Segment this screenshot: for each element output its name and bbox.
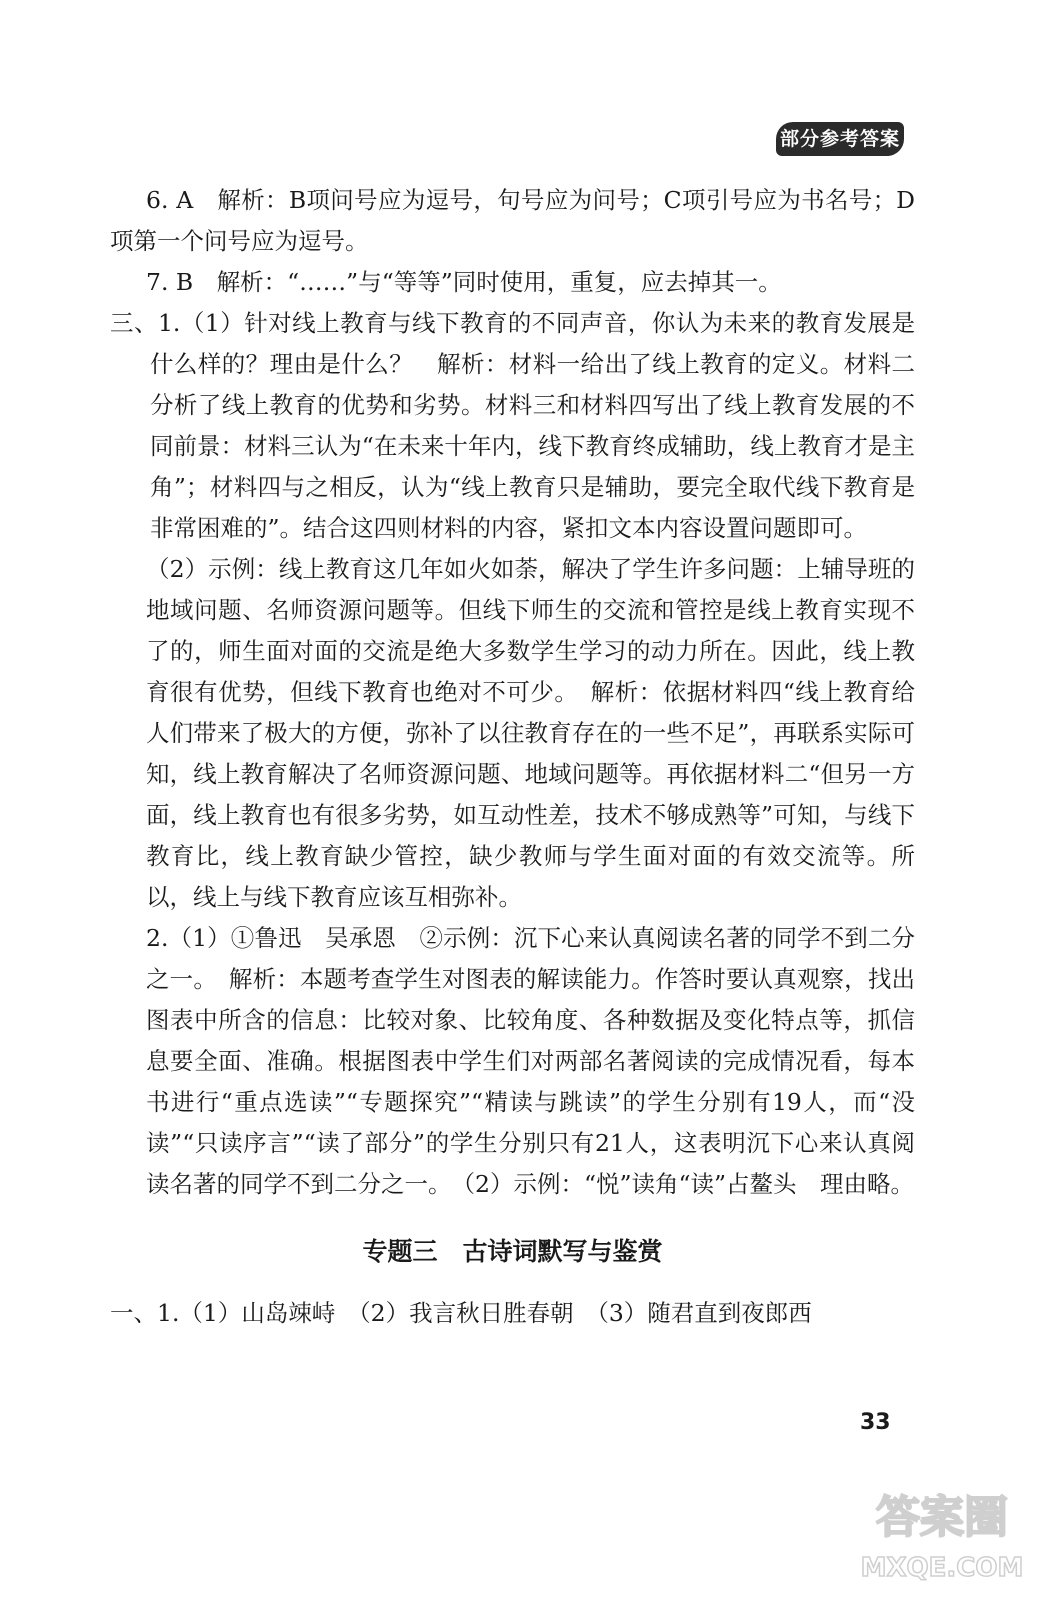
answer-s3-q1-part1: 三、1.（1）针对线上教育与线下教育的不同声音，你认为未来的教育发展是什么样的？理由是什么？ 解析：材料一给出了线上教育的定义。材料二分析了线上教育的优势和劣势。材料三和材料四写出了线上教育发展的不同前景：材料三认为“在未来十年内，线下教育终成辅助，线上教育才是主角”；材料四与之相反，认为“线上教育只是辅助，要完全取代线下教育是非常困难的”。结合这四则材料的内容，紧扣文本内容设置问题即可。 [110, 309, 915, 542]
page-content [110, 180, 915, 1334]
svg-text:答案圈: 答案圈 [876, 1492, 1008, 1543]
answer-q7: 7. B 解析：“……”与“等等”同时使用，重复，应去掉其一。 [146, 268, 782, 296]
answer-q6: 6. A 解析：B项问号应为逗号，句号应为问号；C项引号应为书名号；D项第一个问号应为逗号。 [110, 186, 915, 255]
svg-text:MXQE.COM: MXQE.COM [860, 1553, 1024, 1583]
answer-s1-q1: 一、1.（1）山岛竦峙 （2）我言秋日胜春朝 （3）随君直到夜郎西 [110, 1299, 812, 1327]
answer-s3-q1-part2: （2）示例：线上教育这几年如火如荼，解决了学生许多问题：上辅导班的地域问题、名师资源问题等。但线下师生的交流和管控是线上教育实现不了的，师生面对面的交流是绝大多数学生学习的动力所在。因此，线上教育很有优势，但线下教育也绝对不可少。 解析：依据材料四“线上教育给人们带来了极大的方便，弥补了以往教育存在的一些不足”，再联系实际可知，线上教育解决了名师资源问题、地域问题等。再依据材料二“但另一方面，线上教育也有很多劣势，如互动性差，技术不够成熟等”可知，与线下教育比，线上教育缺少管控，缺少教师与学生面对面的有效交流等。所以，线上与线下教育应该互相弥补。 [146, 555, 915, 911]
section-title: 专题三 古诗词默写与鉴赏 [362, 1237, 663, 1266]
answer-s3-q2: 2.（1）①鲁迅 吴承恩 ②示例：沉下心来认真阅读名著的同学不到二分之一。 解析：本题考查学生对图表的解读能力。作答时要认真观察，找出图表中所含的信息：比较对象、比较角度、各种数据及变化特点等，抓信息要全面、准确。根据图表中学生们对两部名著阅读的完成情况看，每本书进行“重点选读”“专题探究”“精读与跳读”的学生分别有19人，而“没读”“只读序言”“读了部分”的学生分别只有21人，这表明沉下心来认真阅读名著的同学不到二分之一。 （2）示例：“悦”读角“读”占鳌头 理由略。 [146, 924, 915, 1198]
watermark-logo [852, 1480, 1032, 1590]
page-number: 33 [860, 1410, 891, 1435]
section-header-tag: 部分参考答案 [776, 122, 904, 156]
